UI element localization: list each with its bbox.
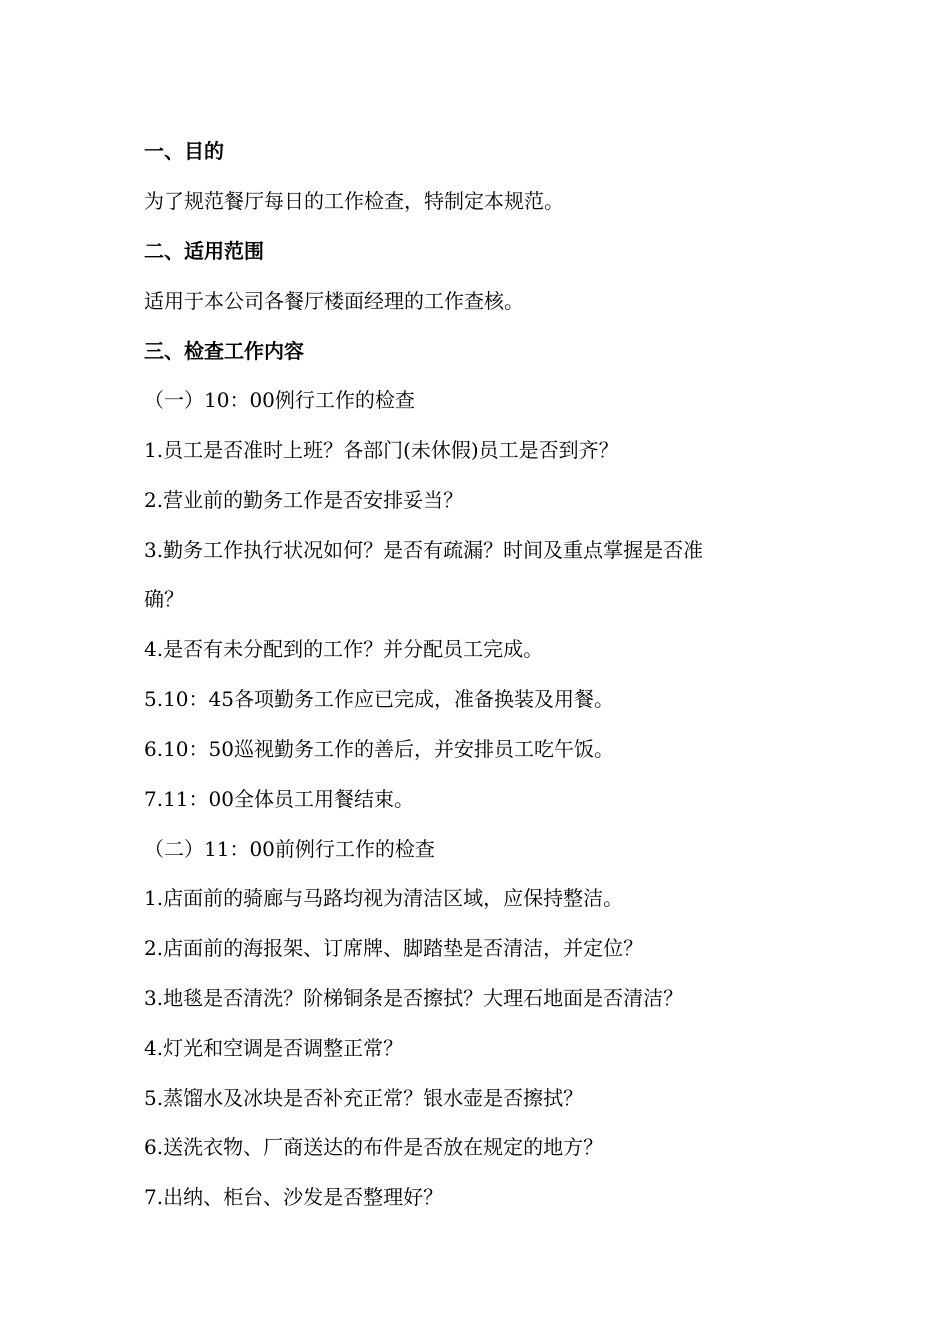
list-item: 5.蒸馏水及冰块是否补充正常？银水壶是否擦拭？ [144, 1086, 584, 1110]
list-item: 3.勤务工作执行状况如何？是否有疏漏？时间及重点掌握是否准 [144, 538, 704, 562]
section-heading-content: 三、检查工作内容 [144, 339, 304, 363]
list-item: 3.地毯是否清洗？阶梯铜条是否擦拭？大理石地面是否清洁？ [144, 986, 684, 1010]
subsection-title-1: （一）10：00例行工作的检查 [144, 388, 415, 412]
list-item: 5.10：45各项勤务工作应已完成，准备换装及用餐。 [144, 687, 614, 711]
list-item: 4.灯光和空调是否调整正常？ [144, 1036, 404, 1060]
list-item: 4.是否有未分配到的工作？并分配员工完成。 [144, 637, 544, 661]
subsection-title-2: （二）11：00前例行工作的检查 [144, 837, 435, 861]
list-item: 1.员工是否准时上班？各部门(未休假)员工是否到齐？ [144, 438, 619, 462]
section-heading-scope: 二、适用范围 [144, 239, 264, 263]
list-item-continuation: 确？ [144, 587, 184, 611]
list-item: 1.店面前的骑廊与马路均视为清洁区域，应保持整洁。 [144, 886, 624, 910]
list-item: 2.店面前的海报架、订席牌、脚踏垫是否清洁，并定位？ [144, 936, 644, 960]
section-body-scope: 适用于本公司各餐厅楼面经理的工作查核。 [144, 289, 524, 313]
list-item: 6.送洗衣物、厂商送达的布件是否放在规定的地方？ [144, 1135, 604, 1159]
list-item: 2.营业前的勤务工作是否安排妥当？ [144, 488, 464, 512]
list-item: 7.出纳、柜台、沙发是否整理好？ [144, 1185, 444, 1209]
list-item: 6.10：50巡视勤务工作的善后，并安排员工吃午饭。 [144, 737, 614, 761]
section-body-purpose: 为了规范餐厅每日的工作检查，特制定本规范。 [144, 189, 564, 213]
section-heading-purpose: 一、目的 [144, 139, 224, 163]
list-item: 7.11：00全体员工用餐结束。 [144, 787, 414, 811]
